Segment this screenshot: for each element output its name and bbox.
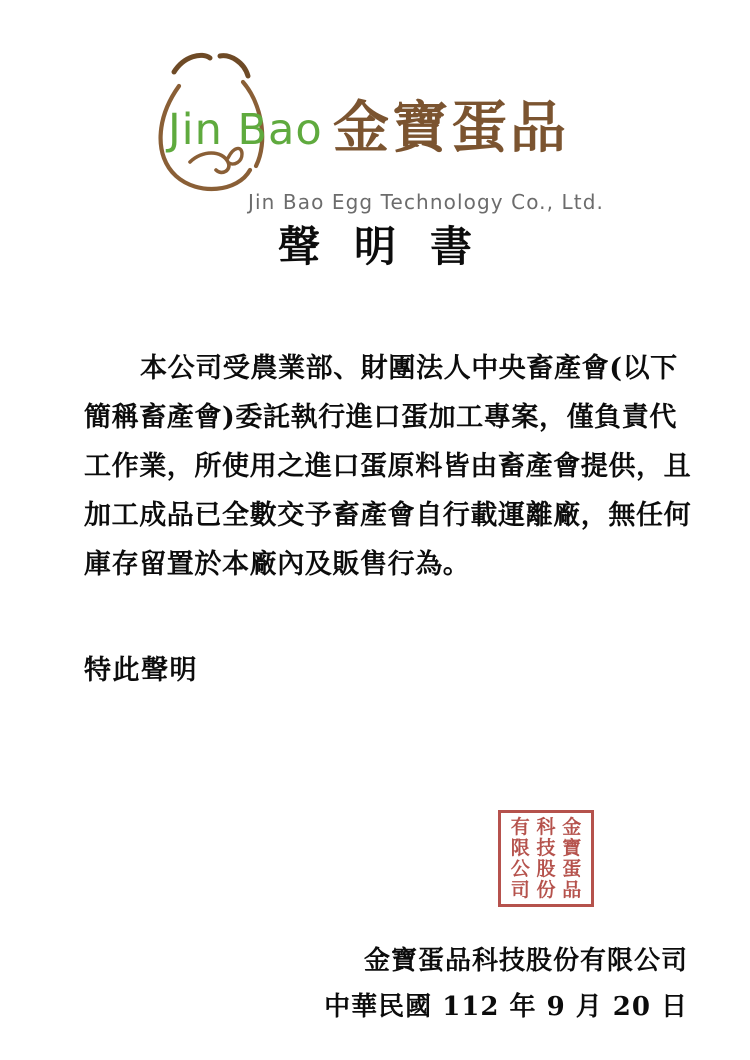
body-line: 簡稱畜產會)委託執行進口蛋加工專案，僅負責代 — [84, 402, 677, 433]
seal-char: 技 — [536, 837, 556, 859]
signature-company-name: 金寶蛋品科技股份有限公司 — [363, 946, 688, 976]
seal-char: 股 — [536, 858, 556, 880]
brand-tagline: Jin Bao Egg Technology Co., Ltd. — [248, 190, 604, 214]
body-paragraph — [84, 344, 694, 589]
brand-latin-text: Jin Bao — [168, 105, 323, 155]
body-line: 工作業，所使用之進口蛋原料皆由畜產會提供，且 — [84, 451, 692, 482]
brand-chinese-text: 金寶蛋品 — [333, 95, 569, 161]
seal-char: 公 — [510, 858, 530, 880]
company-seal-stamp — [498, 810, 594, 907]
seal-char: 金 — [562, 816, 582, 838]
body-line: 本公司受農業部、財團法人中央畜產會(以下 — [140, 353, 678, 384]
letterhead — [0, 38, 750, 214]
seal-column — [511, 817, 530, 900]
logo-wordmark — [168, 96, 588, 166]
seal-char: 科 — [536, 816, 556, 838]
seal-char: 蛋 — [562, 858, 582, 880]
seal-char: 品 — [562, 879, 582, 901]
seal-char: 限 — [510, 837, 530, 859]
seal-char: 份 — [536, 879, 556, 901]
seal-column — [562, 817, 581, 900]
signature-date: 中華民國 112 年 9 月 20 日 — [324, 992, 688, 1022]
seal-column — [536, 817, 555, 900]
body-line: 庫存留置於本廠內及販售行為。 — [84, 549, 471, 580]
seal-char: 司 — [510, 879, 530, 901]
seal-char: 有 — [510, 816, 530, 838]
document-title: 聲明書 — [277, 222, 506, 271]
body-line: 加工成品已全數交予畜產會自行載運離廠，無任何 — [84, 500, 692, 531]
closing-phrase: 特此聲明 — [84, 655, 198, 686]
seal-char: 寶 — [562, 837, 582, 859]
signature-block — [0, 938, 750, 1030]
